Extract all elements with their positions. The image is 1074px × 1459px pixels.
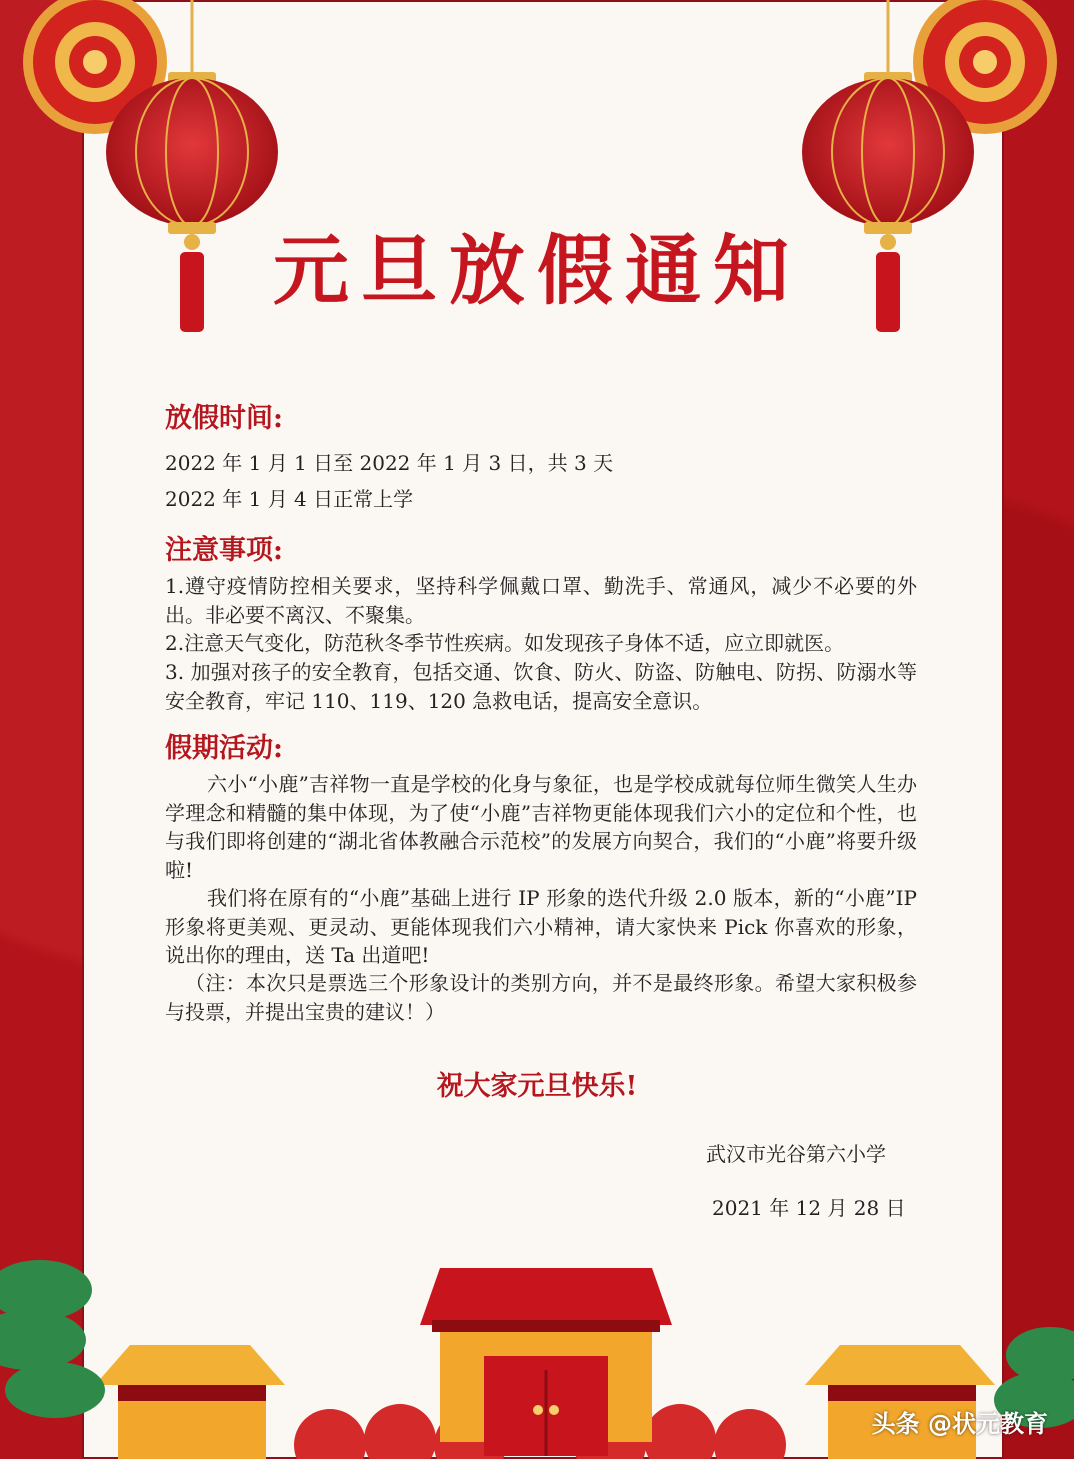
gate-building-icon <box>420 1268 672 1456</box>
note-item-2: 2.注意天气变化，防范秋冬季节性疾病。如发现孩子身体不适，应立即就医。 <box>165 631 845 655</box>
pavilion-right-icon <box>805 1345 995 1459</box>
holiday-heading: 放假时间: <box>165 403 283 434</box>
note-item-3: 3. 加强对孩子的安全教育，包括交通、饮食、防火、防盗、防触电、防拐、防溺水等安全教育，牢记 110、119、120 急救电话，提高安全意识。 <box>165 660 917 713</box>
activity-paragraph-1: 六小“小鹿”吉祥物一直是学校的化身与象征，也是学校成就每位师生微笑人生办学理念和精髓的集中体现，为了使“小鹿”吉祥物更能体现我们六小的定位和个性，也与我们即将创建的“湖北省体教融合示范校”的发展方向契合，我们的“小鹿”将要升级啦! <box>165 772 917 882</box>
holiday-line-2: 2022 年 1 月 4 日正常上学 <box>165 487 414 511</box>
activity-paragraph-2: 我们将在原有的“小鹿”基础上进行 IP 形象的迭代升级 2.0 版本，新的“小鹿”IP 形象将更美观、更灵动、更能体现我们六小精神，请大家快来 Pick 你喜欢的形象，说出你的理由，送 Ta 出道吧! <box>165 886 917 967</box>
notes-heading: 注意事项: <box>165 535 283 566</box>
watermark: 头条 @状元教育 <box>871 1410 1048 1438</box>
page-title: 元旦放假通知 <box>273 226 801 315</box>
holiday-line-1: 2022 年 1 月 1 日至 2022 年 1 月 3 日，共 3 天 <box>165 451 614 475</box>
activity-paragraph-3: （注：本次只是票选三个形象设计的类别方向，并不是最终形象。希望大家积极参与投票，并提出宝贵的建议！） <box>165 971 917 1024</box>
activity-heading: 假期活动: <box>165 733 283 764</box>
school-name: 武汉市光谷第六小学 <box>706 1142 886 1166</box>
pine-tree-left-icon <box>0 1260 105 1418</box>
notice-date: 2021 年 12 月 28 日 <box>712 1196 906 1220</box>
note-item-1: 1.遵守疫情防控相关要求，坚持科学佩戴口罩、勤洗手、常通风，减少不必要的外出。非必要不离汉、不聚集。 <box>165 574 917 627</box>
greeting: 祝大家元旦快乐! <box>436 1071 638 1102</box>
pavilion-left-icon <box>95 1345 285 1459</box>
